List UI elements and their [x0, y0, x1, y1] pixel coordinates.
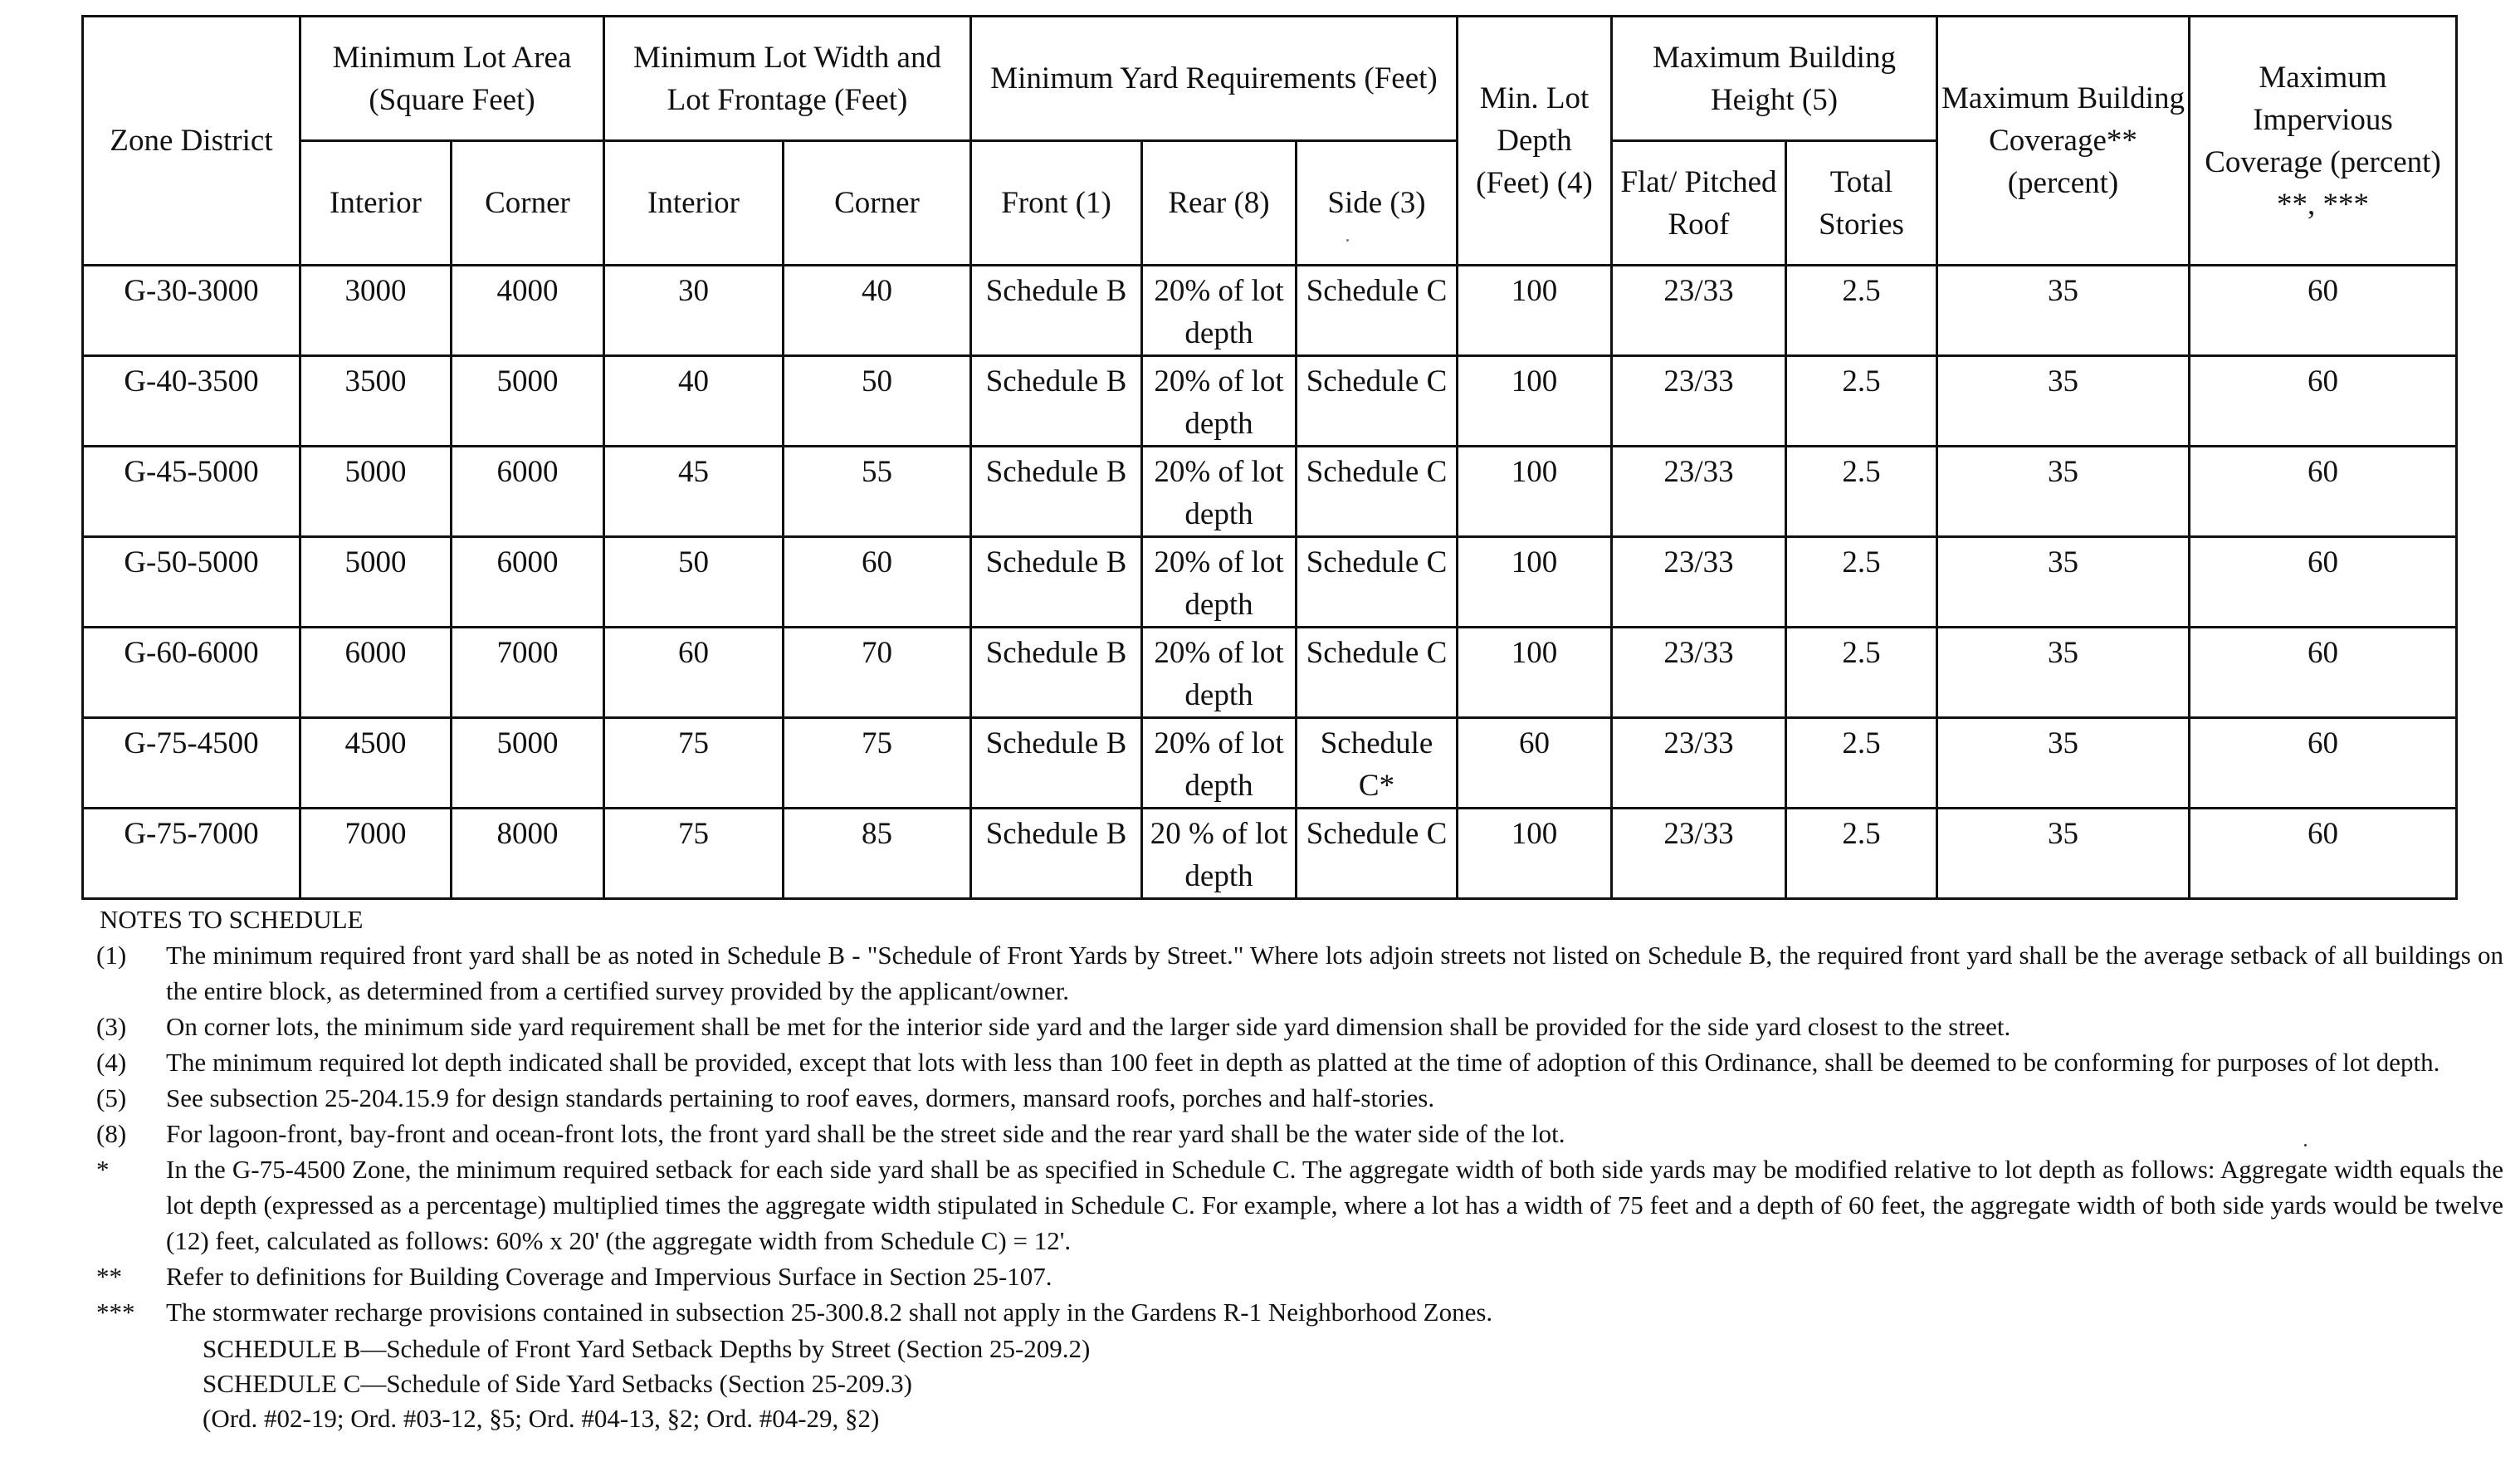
header-min-lot-area: Minimum Lot Area (Square Feet) [300, 17, 604, 141]
note-item [96, 1116, 2503, 1151]
note-text: The minimum required front yard shall be as noted in Schedule B - "Schedule of Front Yards by Street." Where lots adjoin streets not listed on Schedule B, the required front yard shall be the average setback of all buildings on the entire block, as determined from a certified survey provided by the applicant/owner. [166, 941, 2503, 1005]
cell-front: Schedule B [971, 447, 1142, 537]
note-mark: (4) [96, 1048, 127, 1077]
header-flat-pitched-roof: Flat/ Pitched Roof [1612, 141, 1786, 266]
cell-front: Schedule B [971, 628, 1142, 718]
note-item [96, 1044, 2503, 1080]
cell-front: Schedule B [971, 809, 1142, 899]
cell-side: Schedule C [1297, 537, 1458, 628]
cell-area-interior: 3000 [300, 266, 452, 356]
table-row [83, 809, 2457, 899]
cell-depth: 100 [1458, 356, 1612, 447]
cell-front: Schedule B [971, 266, 1142, 356]
cell-building-coverage: 35 [1937, 809, 2190, 899]
cell-rear: 20 % of lot depth [1142, 809, 1297, 899]
notes-section [96, 902, 2503, 1436]
cell-area-corner: 4000 [452, 266, 604, 356]
cell-building-coverage: 35 [1937, 628, 2190, 718]
cell-area-corner: 5000 [452, 356, 604, 447]
cell-area-interior: 5000 [300, 447, 452, 537]
cell-rear: 20% of lot depth [1142, 447, 1297, 537]
header-max-impervious-coverage: Maximum Impervious Coverage (percent) **, *** [2190, 17, 2457, 266]
cell-area-corner: 5000 [452, 718, 604, 809]
cell-zone: G-60-6000 [83, 628, 300, 718]
note-item [96, 1151, 2503, 1259]
note-text: See subsection 25-204.15.9 for design standards pertaining to roof eaves, dormers, mansard roofs, porches and half-stories. [166, 1083, 1435, 1112]
cell-stories: 2.5 [1786, 447, 1937, 537]
cell-width-corner: 50 [784, 356, 971, 447]
schedule-references [203, 1332, 2503, 1436]
cell-depth: 100 [1458, 447, 1612, 537]
cell-stories: 2.5 [1786, 266, 1937, 356]
cell-impervious-coverage: 60 [2190, 537, 2457, 628]
note-item [96, 1009, 2503, 1044]
header-total-stories: Total Stories [1786, 141, 1937, 266]
cell-area-corner: 6000 [452, 537, 604, 628]
cell-height: 23/33 [1612, 356, 1786, 447]
cell-side: Schedule C [1297, 447, 1458, 537]
note-text: The stormwater recharge provisions contained in subsection 25-300.8.2 shall not apply in the Gardens R-1 Neighborhood Zones. [166, 1298, 1493, 1327]
ordinance-citations: (Ord. #02-19; Ord. #03-12, §5; Ord. #04-13, §2; Ord. #04-29, §2) [203, 1404, 880, 1433]
header-zone-district: Zone District [83, 17, 300, 266]
cell-zone: G-50-5000 [83, 537, 300, 628]
table-row [83, 537, 2457, 628]
cell-depth: 100 [1458, 537, 1612, 628]
cell-depth: 100 [1458, 628, 1612, 718]
cell-rear: 20% of lot depth [1142, 356, 1297, 447]
cell-height: 23/33 [1612, 809, 1786, 899]
cell-width-corner: 55 [784, 447, 971, 537]
cell-impervious-coverage: 60 [2190, 628, 2457, 718]
cell-width-interior: 75 [604, 809, 784, 899]
note-mark: ** [96, 1262, 122, 1291]
note-mark: (8) [96, 1119, 127, 1148]
cell-building-coverage: 35 [1937, 266, 2190, 356]
schedule-b-reference: SCHEDULE B—Schedule of Front Yard Setback Depths by Street (Section 25-209.2) [203, 1334, 1091, 1363]
cell-impervious-coverage: 60 [2190, 266, 2457, 356]
cell-building-coverage: 35 [1937, 537, 2190, 628]
cell-front: Schedule B [971, 537, 1142, 628]
cell-width-corner: 60 [784, 537, 971, 628]
note-item [96, 937, 2503, 1009]
cell-depth: 100 [1458, 809, 1612, 899]
cell-zone: G-75-7000 [83, 809, 300, 899]
note-mark: (5) [96, 1083, 127, 1112]
cell-rear: 20% of lot depth [1142, 266, 1297, 356]
note-mark: * [96, 1155, 110, 1184]
scan-speck [1346, 239, 1349, 242]
cell-width-interior: 50 [604, 537, 784, 628]
cell-height: 23/33 [1612, 718, 1786, 809]
cell-area-interior: 7000 [300, 809, 452, 899]
note-mark: (3) [96, 1012, 127, 1041]
table-row [83, 447, 2457, 537]
cell-impervious-coverage: 60 [2190, 809, 2457, 899]
cell-stories: 2.5 [1786, 356, 1937, 447]
header-width-corner: Corner [784, 141, 971, 266]
cell-side: Schedule C [1297, 356, 1458, 447]
table-row [83, 718, 2457, 809]
schedule-c-reference: SCHEDULE C—Schedule of Side Yard Setbacks (Section 25-209.3) [203, 1369, 912, 1398]
note-text: The minimum required lot depth indicated shall be provided, except that lots with less than 100 feet in depth as platted at the time of adoption of this Ordinance, shall be deemed to be conforming for purposes of lot depth. [166, 1048, 2440, 1077]
cell-stories: 2.5 [1786, 718, 1937, 809]
cell-zone: G-75-4500 [83, 718, 300, 809]
cell-front: Schedule B [971, 718, 1142, 809]
cell-height: 23/33 [1612, 447, 1786, 537]
note-text: Refer to definitions for Building Coverage and Impervious Surface in Section 25-107. [166, 1262, 1052, 1291]
cell-stories: 2.5 [1786, 628, 1937, 718]
cell-depth: 100 [1458, 266, 1612, 356]
cell-height: 23/33 [1612, 537, 1786, 628]
note-text: In the G-75-4500 Zone, the minimum required setback for each side yard shall be as specified in Schedule C. The aggregate width of both side yards may be modified relative to lot depth as follows: Aggregate width equals the lot depth (expressed as a percentage) multiplied times the aggregate width stipulated in Schedule C. For example, where a lot has a width of 75 feet and a depth of 60 feet, the aggregate width of both side yards would be twelve (12) feet, calculated as follows: 60% x 20' (the aggregate width from Schedule C) = 12'. [166, 1155, 2503, 1255]
cell-width-corner: 40 [784, 266, 971, 356]
note-item [96, 1259, 2503, 1294]
cell-zone: G-45-5000 [83, 447, 300, 537]
cell-building-coverage: 35 [1937, 447, 2190, 537]
note-item [96, 1294, 2503, 1330]
header-min-yard: Minimum Yard Requirements (Feet) [971, 17, 1458, 141]
cell-side: Schedule C* [1297, 718, 1458, 809]
cell-width-corner: 70 [784, 628, 971, 718]
table-row [83, 628, 2457, 718]
cell-width-interior: 75 [604, 718, 784, 809]
cell-stories: 2.5 [1786, 537, 1937, 628]
cell-zone: G-40-3500 [83, 356, 300, 447]
table-row [83, 356, 2457, 447]
header-max-building-coverage: Maximum Building Coverage** (percent) [1937, 17, 2190, 266]
cell-width-interior: 60 [604, 628, 784, 718]
scan-speck [2304, 1144, 2307, 1146]
cell-area-corner: 8000 [452, 809, 604, 899]
cell-area-corner: 7000 [452, 628, 604, 718]
cell-width-interior: 40 [604, 356, 784, 447]
cell-front: Schedule B [971, 356, 1142, 447]
cell-impervious-coverage: 60 [2190, 718, 2457, 809]
note-text: On corner lots, the minimum side yard requirement shall be met for the interior side yard and the larger side yard dimension shall be provided for the side yard closest to the street. [166, 1012, 2011, 1041]
header-side-yard: Side (3) [1297, 141, 1458, 266]
header-front-yard: Front (1) [971, 141, 1142, 266]
cell-building-coverage: 35 [1937, 356, 2190, 447]
cell-rear: 20% of lot depth [1142, 628, 1297, 718]
cell-area-corner: 6000 [452, 447, 604, 537]
header-width-interior: Interior [604, 141, 784, 266]
cell-width-interior: 30 [604, 266, 784, 356]
header-area-interior: Interior [300, 141, 452, 266]
cell-depth: 60 [1458, 718, 1612, 809]
cell-rear: 20% of lot depth [1142, 718, 1297, 809]
cell-area-interior: 5000 [300, 537, 452, 628]
note-text: For lagoon-front, bay-front and ocean-front lots, the front yard shall be the street side and the rear yard shall be the water side of the lot. [166, 1119, 1565, 1148]
zoning-schedule-table [81, 15, 2458, 900]
cell-area-interior: 6000 [300, 628, 452, 718]
header-rear-yard: Rear (8) [1142, 141, 1297, 266]
notes-title: NOTES TO SCHEDULE [100, 905, 364, 934]
header-area-corner: Corner [452, 141, 604, 266]
cell-side: Schedule C [1297, 266, 1458, 356]
note-mark: (1) [96, 941, 127, 970]
cell-height: 23/33 [1612, 266, 1786, 356]
note-item [96, 1080, 2503, 1116]
header-max-height: Maximum Building Height (5) [1612, 17, 1937, 141]
cell-stories: 2.5 [1786, 809, 1937, 899]
header-min-lot-depth: Min. Lot Depth (Feet) (4) [1458, 17, 1612, 266]
cell-height: 23/33 [1612, 628, 1786, 718]
cell-width-corner: 85 [784, 809, 971, 899]
cell-width-interior: 45 [604, 447, 784, 537]
header-min-lot-width: Minimum Lot Width and Lot Frontage (Feet) [604, 17, 971, 141]
cell-side: Schedule C [1297, 809, 1458, 899]
cell-impervious-coverage: 60 [2190, 356, 2457, 447]
cell-area-interior: 3500 [300, 356, 452, 447]
cell-rear: 20% of lot depth [1142, 537, 1297, 628]
cell-side: Schedule C [1297, 628, 1458, 718]
cell-zone: G-30-3000 [83, 266, 300, 356]
note-mark: *** [96, 1298, 135, 1327]
cell-impervious-coverage: 60 [2190, 447, 2457, 537]
cell-area-interior: 4500 [300, 718, 452, 809]
cell-building-coverage: 35 [1937, 718, 2190, 809]
cell-width-corner: 75 [784, 718, 971, 809]
table-row [83, 266, 2457, 356]
